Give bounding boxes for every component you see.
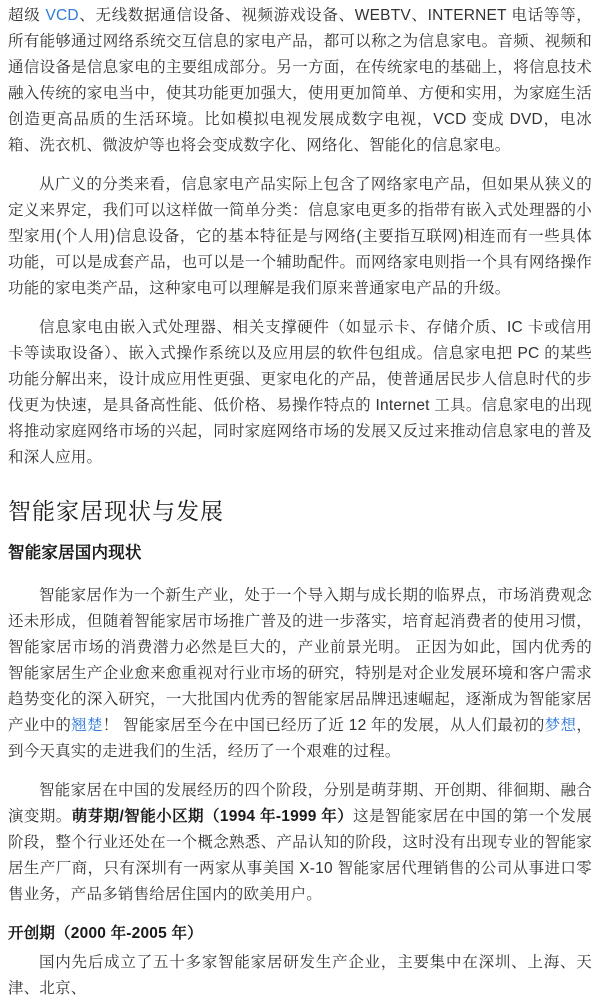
text-run: 从广义的分类来看，信息家电产品实际上包含了网络家电产品，但如果从狭义的定义来界定，我们可以这样做一简单分类：信息家电更多的指带有嵌入式处理器的小型家用(个人用)信息设备，它的基本特征是与网络(主要指互联网)相连而有一些具体功能，可以是成套产品，也可以是一个辅助配件。而网络家电则指一个具有网络操作功能的家电类产品，这种家电可以理解是我们原来普通家电产品的升级。: [8, 176, 592, 297]
paragraph: [8, 3, 592, 159]
paragraph: [8, 315, 592, 471]
text-run: 信息家电由嵌入式处理器、相关支撑硬件（如显示卡、存储介质、IC 卡或信用卡等读取设备）、嵌入式操作系统以及应用层的软件包组成。信息家电把 PC 的某些功能分解出来，设计成应用性更强、更家电化的产品，使普通居民步人信息时代的步伐更为快速，是具备高性能、低价格、易操作特点的 Internet 工具。信息家电的出现将推动家庭网络市场的兴起，同时家庭网络市场的发展又反过来推动信息家电的普及和深人应用。: [8, 319, 592, 466]
text-run: 智能家居作为一个新生产业，处于一个导入期与成长期的临界点，市场消费观念还未形成，但随着智能家居市场推广普及的进一步落实，培育起消费者的使用习惯，智能家居市场的消费潜力必然是巨大的，产业前景光明。 正因为如此，国内优秀的智能家居生产企业愈来愈重视对行业市场的研究，特别是对企业发展环境和客户需求趋势变化的深入研究，一大批国内优秀的智能家居品牌迅速崛起，逐渐成为智能家居产业中的: [8, 587, 592, 734]
sub-section-title: 智能家居国内现状: [8, 544, 142, 562]
text-run: 、无线数据通信设备、视频游戏设备、WEBTV、INTERNET 电话等等，所有能够通过网络系统交互信息的家电产品，都可以称之为信息家电。音频、视频和通信设备是信息家电的主要组成部分。另一方面，在传统家电的基础上，将信息技术融入传统的家电当中，使其功能更加强大，使用更加简单、方便和实用，为家庭生活创造更高品质的生活环境。比如模拟电视发展成数字电视，VCD 变成 DVD，电冰箱、洗衣机、微波炉等也将会变成数字化、网络化、智能化的信息家电。: [8, 7, 592, 154]
paragraph: [8, 583, 592, 765]
inline-link[interactable]: VCD: [45, 7, 79, 24]
text-run: 这是智能家居在中国的第一个发展阶段，整个行业还处在一个概念熟悉、产品认知的阶段，这时没有出现专业的智能家居生产厂商，只有深圳有一两家从事美国 X-10 智能家居代理销售的公司从事进口零售业务，产品多销售给居住国内的欧美用户。: [8, 808, 592, 903]
inline-link[interactable]: 梦想: [544, 717, 577, 734]
text-run: 超级: [8, 7, 46, 24]
paragraph: [8, 778, 592, 908]
text-run: ！ 智能家居至今在中国已经历了近 12 年的发展，从人们最初的: [102, 717, 545, 734]
section-title: 智能家居现状与发展: [8, 498, 224, 524]
paragraph: [8, 172, 592, 302]
bold-text-run: 萌芽期/智能小区期（1994 年-1999 年）: [71, 808, 354, 825]
paragraph: [8, 950, 592, 1002]
text-run: 国内先后成立了五十多家智能家居研发生产企业，主要集中在深圳、上海、天津、北京、: [8, 954, 592, 997]
text-run: ，到今天真实的走进我们的生活，经历了一个艰难的过程。: [8, 717, 593, 760]
minor-section-title: 开创期（2000 年-2005 年）: [8, 925, 203, 942]
inline-link[interactable]: 翘楚: [71, 717, 103, 734]
text-run: 智能家居在中国的发展经历的四个阶段，分别是萌芽期、开创期、徘徊期、融合演变期。: [8, 782, 592, 825]
